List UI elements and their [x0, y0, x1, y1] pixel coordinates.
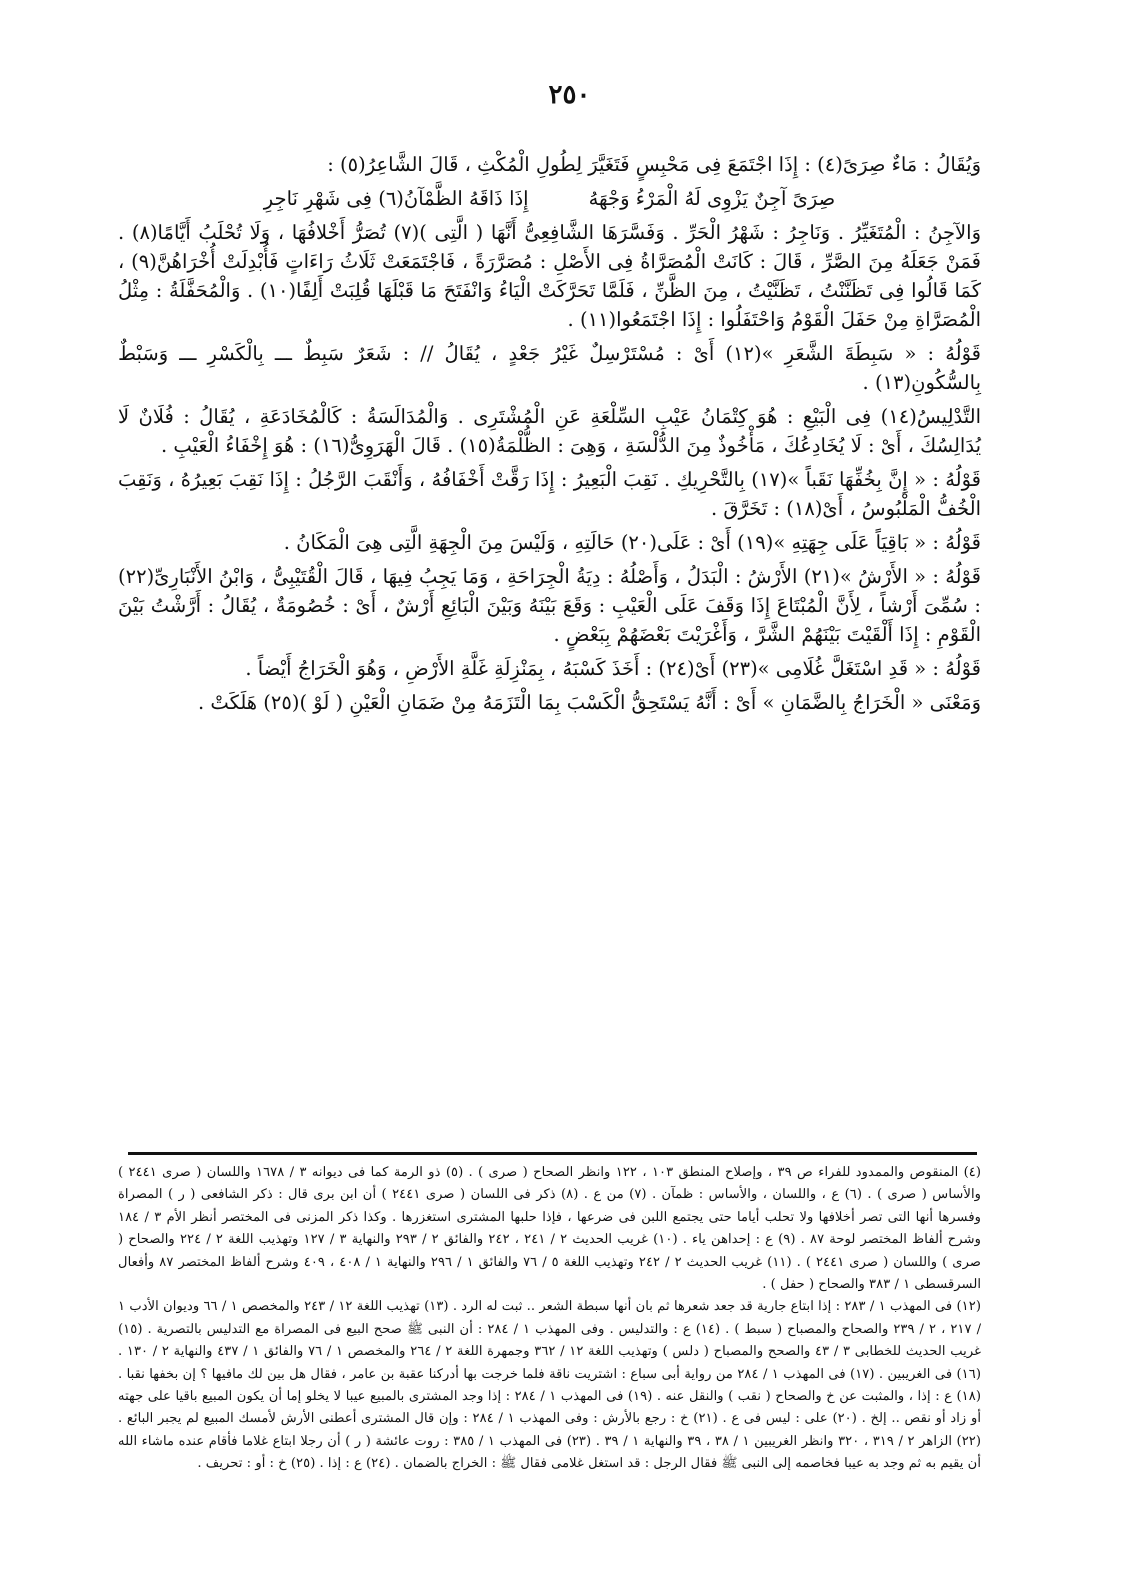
main-text	[118, 150, 981, 722]
paragraph-arsh: قَوْلُهُ : « الأَرْشُ »(٢١) الأَرْشُ : الْبَدَلُ ، وَأَصْلُهُ : دِيَةُ الْجِرَاحَةِ ، وَمَا يَجِبُ فِيهَا ، قَالَ الْقُتَيْبِىُّ ، وَابْنُ الأَنْبَارِىِّ(٢٢) : سُمِّىَ أَرْشاً ، لِأَنَّ الْمُبْتَاعَ إِذَا وَقَفَ عَلَى الْعَيْبِ : وَقَعَ بَيْنَهُ وَبَيْنَ الْبَائِعِ أَرْشٌ ، أَىْ : خُصُومَةٌ ، يُقَالُ : أَرَّشْتُ بَيْنَ الْقَوْمِ : إِذَا أَلْقَيْتَ بَيْنَهُمْ الشَّرَّ ، وَأَغْرَيْتَ بَعْضَهُمْ بِبَعْضٍ .	[118, 565, 981, 646]
footnote-block: (٤) المنقوص والممدود للفراء ص ٣٩ ، وإصلاح المنطق ١٠٣ ، ١٢٢ وانظر الصحاح ( صرى ) . (٥) ذو الرمة كما فى ديوانه ٣ / ١٦٧٨ واللسان ( صرى ٢٤٤١ ) والأساس ( صرى ) . (٦) ع ، واللسان ، والأساس : ظمآن . (٧) من ع . (٨) ذكر فى اللسان ( صرى ٢٤٤١ ) أن ابن برى قال : ذكر الشافعى ( ر ) المصراة وفسرها أنها التى تصر أخلافها ولا تحلب أياما حتى يجتمع اللبن فى ضرعها ، فإذا حلبها المشترى استغزرها . وكذا ذكر المزنى فى المختصر أنظر الأم ٣ / ١٨٤ وشرح ألفاظ المختصر لوحة ٨٧ . (٩) ع : إحداهن ياء . (١٠) غريب الحديث ٢ / ٢٤١ ، ٢٤٢ والفائق ٢ / ٢٩٣ والنهاية ٣ / ١٢٧ وتهذيب اللغة ٢ / ٢٢٤ والصحاح ( صرى ) واللسان ( صرى ٢٤٤١ ) . (١١) غريب الحديث ٢ / ٢٤٢ وتهذيب اللغة ٥ / ٧٦ والفائق ١ / ٢٩٦ والنهاية ١ / ٤٠٨ ، ٤٠٩ وشرح ألفاظ المختصر ٨٧ وأفعال السرقسطى ١ / ٣٨٣ والصحاح ( حفل ) .	[118, 1165, 982, 1293]
verse-first-hemistich: صِرَىً آجِنٌ يَزْوِى لَهُ الْمَرْءُ وَجْهَهُ	[588, 187, 836, 210]
paragraph-tadlis: التَّدْلِيسُ(١٤) فِى الْبَيْعِ : هُوَ كِتْمَانُ عَيْبِ السِّلْعَةِ عَنِ الْمُشْتَرِى . وَالْمُدَالَسَةُ : كَالْمُخَادَعَةِ ، يُقَالُ : فُلَانٌ لَا يُدَالِسُكَ ، أَىْ : لَا يُخَادِعُكَ ، مَأْخُوذٌ مِنَ الدُّلْسَةِ ، وَهِىَ : الظُّلْمَةُ(١٥) . قَالَ الْهَرَوِىُّ(١٦) : هُوَ إِخْفَاءُ الْعَيْبِ .	[118, 405, 981, 457]
poetry-verse	[118, 184, 981, 213]
paragraph-musarrah: وَالآجِنُ : الْمُتَغَيِّرُ . وَنَاجِرُ : شَهْرُ الْحَرِّ . وَفَسَّرَهَا الشَّافِعِىُّ أَنَّهَا ( الَّتِى )(٧) تُصَرُّ أَخْلافُهَا ، وَلَا تُحْلَبُ أَيَّامًا(٨) . فَمَنْ جَعَلَهُ مِنَ الصَّرِّ ، قَالَ : كَانَتْ الْمُصَرَّاةُ فِى الأَصْلِ : مُصَرَّرَةً ، فَاجْتَمَعَتْ ثَلَاثُ رَاءَاتٍ فَأُبْدِلَتْ أُخْرَاهُنَّ(٩) ، كَمَا قَالُوا فِى تَظَنَّنْتُ ، تَظَنَّيْتُ ، مِنَ الظَّنِّ ، فَلَمَّا تَحَرَّكَتْ الْيَاءُ وَانْفَتَحَ مَا قَبْلَهَا قُلِبَتْ أَلِفًا(١٠) . وَالْمُحَفَّلَةُ : مِثْلُ الْمُصَرَّاةِ مِنْ حَفَلَ الْقَوْمُ وَاحْتَفَلُوا : إِذَا اجْتَمَعُوا(١١) .	[118, 221, 981, 331]
paragraph-sabitah: قَوْلُهُ : « سَبِطَةَ الشَّعَرِ »(١٢) أَىْ : مُسْتَرْسِلٌ غَيْرُ جَعْدٍ ، يُقَالُ // : شَعَرٌ سَبِطٌ ـــ بِالْكَسْرِ ـــ وَسَبْطٌ بِالسُّكُونِ(١٣) .	[118, 342, 981, 394]
footnotes	[118, 1162, 981, 1476]
paragraph-kharaj: وَمَعْنَى « الْخَرَاجُ بِالضَّمَانِ » أَىْ : أَنَّهُ يَسْتَحِقُّ الْكَسْبَ بِمَا الْتَزَمَهُ مِنْ ضَمَانِ الْعَيْنِ ( لَوْ )(٢٥) هَلَكَتْ .	[198, 691, 981, 714]
page-number: ٢٥٠	[548, 80, 591, 110]
paragraph-jihah: قَوْلُهُ : « بَاقِيَاً عَلَى جِهَتِهِ »(١٩) أَىْ : عَلَى(٢٠) حَالَتِهِ ، وَلَيْسَ مِنَ الْجِهَةِ الَّتِى هِىَ الْمَكَانُ .	[283, 531, 981, 554]
paragraph-saran: وَيُقَالُ : مَاءٌ صِرَىً(٤) : إِذَا اجْتَمَعَ فِى مَحْبِسٍ فَتَغَيَّرَ لِطُولِ الْمُكْثِ ، قَالَ الشَّاعِرُ(٥) :	[327, 153, 981, 176]
paragraph-istaghal: قَوْلُهُ : « قَدِ اسْتَغَلَّ غُلَامِى »(٢٣) أَىْ(٢٤) : أَخَذَ كَسْبَهُ ، بِمَنْزِلَةِ غَلَّةِ الأَرْضِ ، وَهُوَ الْخَرَاجُ أَيْضاً .	[245, 657, 981, 680]
paragraph-naqab: قَوْلُهُ : « إِنَّ بِخُفِّهَا نَقَباً »(١٧) بِالتَّحْرِيكِ . نَقِبَ الْبَعِيرُ : إِذَا رَقَّتْ أَخْفَافُهُ ، وَأَنْقَبَ الرَّجُلُ : إِذَا نَقِبَ بَعِيرُهُ ، وَنَقِبَ الْخُفُّ الْمَلْبُوسُ ، أَىْ(١٨) : تَخَرَّقَ .	[118, 468, 981, 520]
footnote-separator	[128, 1152, 977, 1155]
verse-second-hemistich: إِذَا ذَاقَهُ الظَّمْآنُ(٦) فِى شَهْرِ نَاجِرِ	[263, 187, 529, 210]
footnote-block: (١٢) فى المهذب ١ / ٢٨٣ : إذا ابتاع جارية قد جعد شعرها ثم بان أنها سبطة الشعر .. ثبت له الرد . (١٣) تهذيب اللغة ١٢ / ٢٤٣ والمخصص ١ / ٦٦ وديوان الأدب ١ / ٢١٧ ، ٢ / ٢٣٩ والصحاح والمصباح ( سبط ) . (١٤) ع : والتدليس . وفى المهذب ١ / ٢٨٤ : أن النبى ﷺ صحح البيع فى المصراة مع التدليس بالتصرية . (١٥) غريب الحديث للخطابى ٣ / ٤٣ والصحح والمصباح ( دلس ) وتهذيب اللغة ١٢ / ٣٦٢ وجمهرة اللغة ٢ / ٢٦٤ والمخصص ١ / ٧٦ والفائق ١ / ٤٣٧ والنهاية ٢ / ١٣٠ . (١٦) فى الغريبين . (١٧) فى المهذب ١ / ٢٨٤ من رواية أبى سباع : اشتريت ناقة فلما خرجت بها أدركنا عقبة بن عامر ، فقال هل بين لك مافيها ؟ إن بخفها نقبا . (١٨) ع : إذا ، والمثبت عن خ والصحاح ( نقب ) والنقل عنه . (١٩) فى المهذب ١ / ٢٨٤ : إذا وجد المشترى بالمبيع عيبا لا يخلو إما أن يكون المبيع باقيا على جهته أو زاد أو نقص .. إلخ . (٢٠) على : ليس فى ع . (٢١) خ : رجع بالأرش : وفى المهذب ١ / ٢٨٤ : وإن قال المشترى أعطنى الأرش لأمسك المبيع لم يجبر البائع . (٢٢) الزاهر ٢ / ٣١٩ ، ٣٢٠ وانظر الغريبين ١ / ٣٨ ، ٣٩ والنهاية ١ / ٣٩ . (٢٣) فى المهذب ١ / ٣٨٥ : روت عائشة ( ر ) أن رجلا ابتاع غلاما فأقام عنده ماشاء الله أن يقيم به ثم وجد به عيبا فخاصمه إلى النبى ﷺ فقال الرجل : قد استغل غلامى فقال ﷺ : الخراج بالضمان . (٢٤) ع : إذا . (٢٥) خ : أو : تحريف .	[118, 1299, 982, 1472]
